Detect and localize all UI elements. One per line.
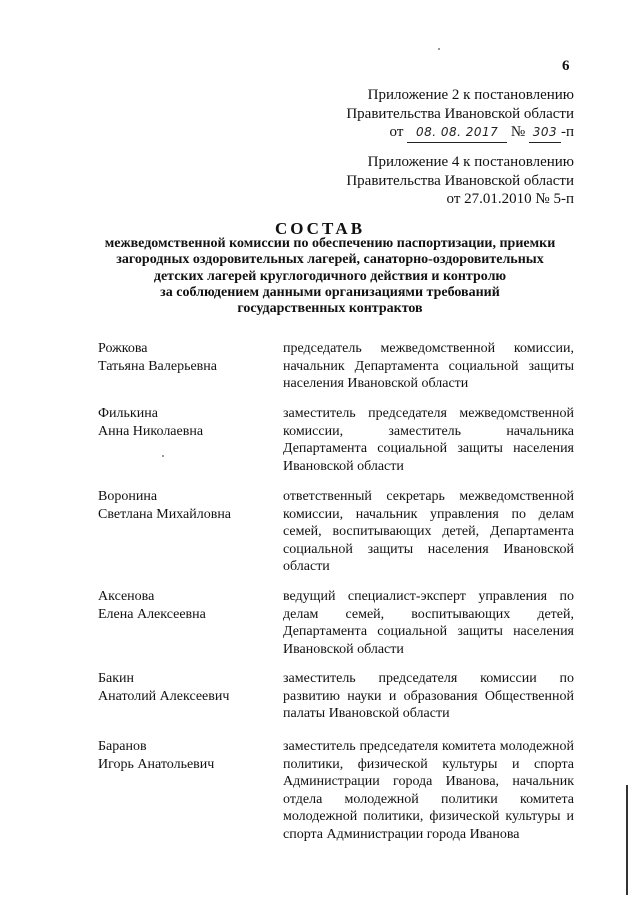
member-surname: Бакин xyxy=(98,671,135,686)
member-given-name: Татьяна Валерьевна xyxy=(98,358,217,374)
member-fullname xyxy=(98,405,273,440)
appendix-current-line2: Правительства Ивановской области xyxy=(346,105,574,122)
member-fullname xyxy=(98,588,273,623)
appendix-original-line1: Приложение 4 к постановлению xyxy=(367,154,574,170)
member-surname: Филькина xyxy=(98,406,158,421)
member-fullname xyxy=(98,340,273,375)
member-role: заместитель председателя комитета молодежной политики, физической культуры и спорта Администрации города Иванова, начальник отдела молодежной политики комитета молодежной политики, физической культуры и спорта Администрации города Иванова xyxy=(283,739,574,842)
subtitle-line: за соблюдением данными организациями требований xyxy=(160,284,500,300)
number-suffix: -п xyxy=(560,124,574,140)
document-title: СОСТАВ xyxy=(274,219,366,238)
member-given-name: Игорь Анатольевич xyxy=(98,756,215,772)
member-role: заместитель председателя комиссии по развитию науки и образования Общественной палаты Ивановской области xyxy=(283,671,574,721)
appendix-current-header xyxy=(346,86,574,143)
scan-speck xyxy=(162,455,164,457)
member-surname: Аксенова xyxy=(98,589,155,604)
subtitle-line: государственных контрактов xyxy=(237,301,423,317)
member-given-name: Анна Николаевна xyxy=(98,423,204,439)
member-role: председатель межведомственной комиссии, начальник Департамента социальной защиты населения Ивановской области xyxy=(283,341,574,391)
member-given-name: Светлана Михайловна xyxy=(98,506,232,522)
appendix-current-line1: Приложение 2 к постановлению xyxy=(367,87,574,103)
handwritten-date: 08. 08. 2017 xyxy=(407,123,507,143)
member-fullname xyxy=(98,488,273,523)
subtitle-line: загородных оздоровительных лагерей, санаторно-оздоровительных xyxy=(116,252,544,268)
appendix-current-order-line xyxy=(346,123,574,143)
member-given-name: Елена Алексеевна xyxy=(98,606,206,622)
appendix-original-line3: от 27.01.2010 № 5-п xyxy=(446,191,574,207)
member-fullname xyxy=(98,670,273,705)
member-surname: Рожкова xyxy=(98,341,148,356)
appendix-original-header xyxy=(346,153,574,209)
handwritten-number: 303 xyxy=(529,123,561,143)
member-role: заместитель председателя межведомственной комиссии, заместитель начальника Департамента социальной защиты населения Ивановской области xyxy=(283,406,574,474)
member-surname: Воронина xyxy=(98,489,158,504)
scan-speck xyxy=(438,48,440,50)
subtitle-line: межведомственной комиссии по обеспечению паспортизации, приемки xyxy=(104,236,556,251)
appendix-original-line2: Правительства Ивановской области xyxy=(346,172,574,189)
subtitle-line: детских лагерей круглогодичного действия и контролю xyxy=(153,268,507,284)
member-role: ответственный секретарь межведомственной комиссии, начальник управления по делам семей, воспитывающих детей, Департамента социальной защиты населения Ивановской области xyxy=(283,489,574,574)
number-sign: № xyxy=(510,124,526,140)
document-subtitle xyxy=(90,236,570,317)
scan-edge-mark xyxy=(626,785,628,895)
member-role: ведущий специалист-эксперт управления по делам семей, воспитывающих детей, Департамента социальной защиты населения Ивановской области xyxy=(283,589,574,657)
member-surname: Баранов xyxy=(98,739,147,754)
date-prefix: от xyxy=(389,124,404,140)
member-given-name: Анатолий Алексеевич xyxy=(98,688,230,704)
member-fullname xyxy=(98,738,273,773)
page-number: 6 xyxy=(562,58,570,74)
